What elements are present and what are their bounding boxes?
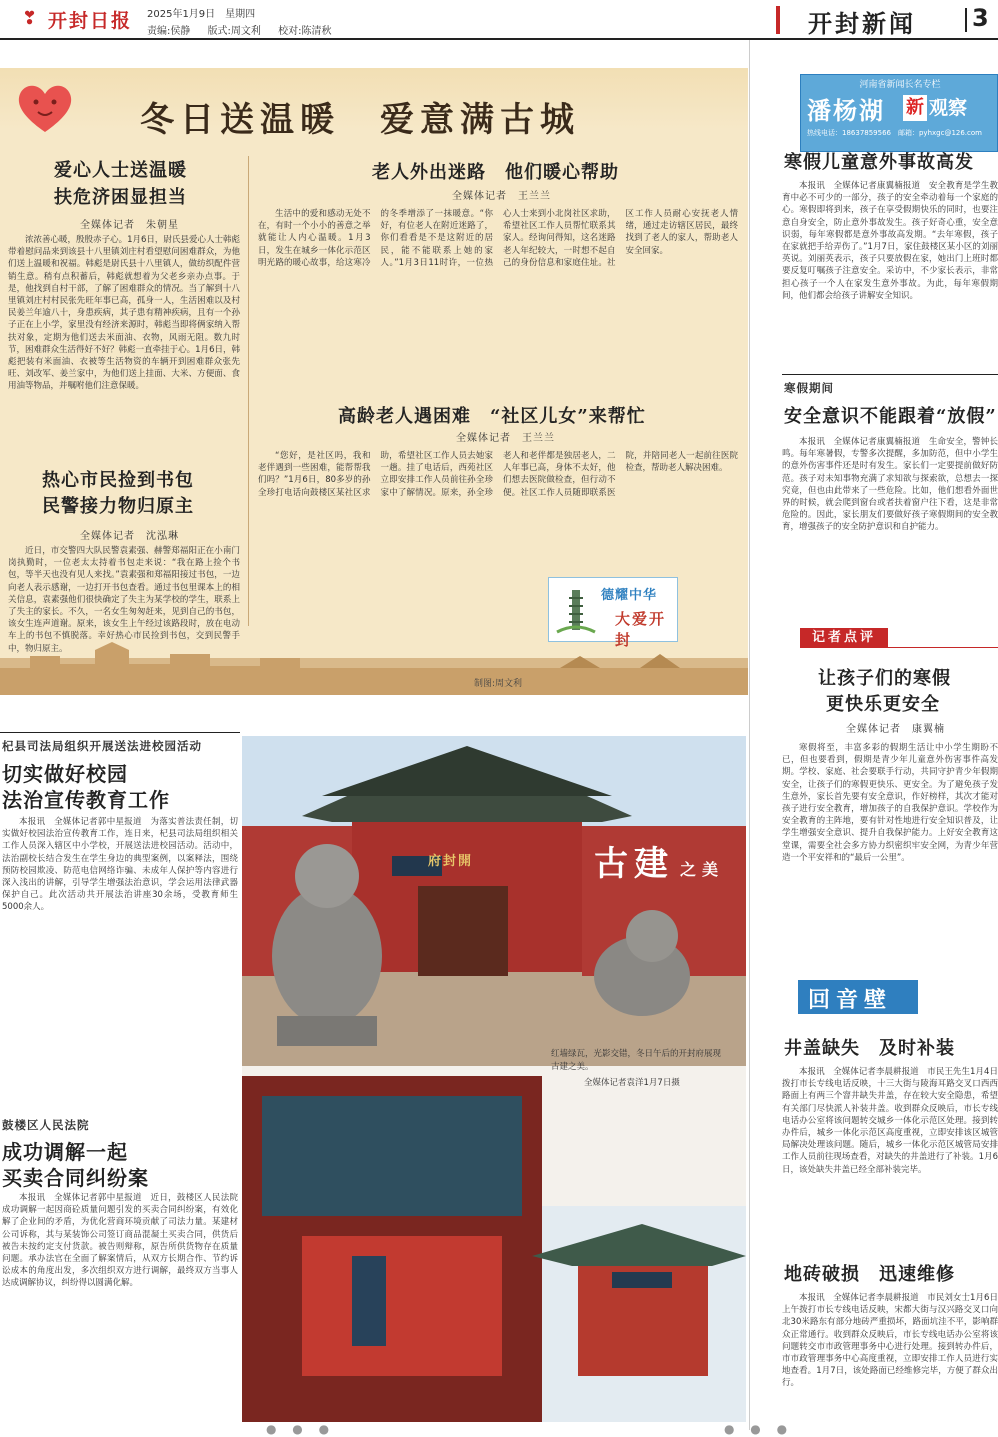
article-kicker: 寒假期间: [784, 381, 834, 395]
registration-dots: ● ● ●: [724, 1422, 794, 1436]
editorial-credits: [147, 22, 346, 37]
ad-observe: 观察: [929, 97, 968, 119]
divider: [888, 647, 998, 648]
article-kicker: 杞县司法局组织开展送法进校园活动: [2, 739, 202, 753]
comment-title-line: 更快乐更安全: [826, 694, 940, 715]
feedback-banner: [798, 980, 918, 1014]
photo-heading: [594, 836, 724, 885]
photo-credit: 全媒体记者袁洋1月7日摄: [584, 1078, 680, 1088]
photo-heading-b: 之美: [680, 860, 725, 879]
article-title-line: 切实做好校园: [2, 762, 128, 786]
newspaper-logo: 开封日报: [48, 10, 133, 32]
article-body: 近日，市交警四大队民警袁素强、赫警郑福阳正在小南门岗执勤时，一位老太太持着书包走来说：“我在路上捡个书包，等半天也没有见人来找。”袁素强和郑福阳接过书包，一边向老人表示感谢，一边打开书包查看。通过书包里课本上的相关信息，袁素强他们很快确定了失主为某学校的学生，联系上了失主的家长。不久，一名女生匆匆赶来，见到自己的书包，该女生连声道谢。原来，该女生上午经过该路段时，放在电动车上的书包不慎脱落。幸好热心市民捡到书包，交到民警手中，物归原主。: [8, 546, 240, 654]
divider: [965, 8, 967, 32]
column-divider: [248, 156, 249, 626]
article-byline: 全媒体记者 朱朝星: [80, 220, 179, 231]
ad-new-badge: 新: [903, 95, 927, 121]
article-body: 本报讯 全媒体记者李晨耕报道 市民王先生1月4日拨打市长专线电话反映，十三大街与陵海耳路交叉口西西路面上有两三个窨井缺失井盖，存在较大安全隐患，希望有关部门尽快派人补装井盖。收到群众反映后，市长专线电话办公室将该问题转交城乡一体化示范区处理。接到转办件后，城乡一体化示范区高度重视，立即安排该区城管局解决处理该问题。随后，城乡一体化示范区城管局安排工作人员前往现场查看，对缺失的井盖进行了补装。1月6日，该处缺失井盖已经全部补装完毕。: [782, 1067, 998, 1175]
column-divider: [749, 40, 750, 1430]
article-byline: 全媒体记者 王兰兰: [452, 191, 551, 202]
page-number: 3: [972, 4, 989, 32]
article-body: 生活中的爱和感动无处不在，有时一个小小的善意之举就能让人内心温暖。1月3日，发生在城乡一体化示范区明光路的暖心故事，给这寒冷的冬季增添了一抹暖意。“你好，有位老人在附近迷路了，你们看看是不是这附近的居民，能不能联系上她的家人。”1月3日11时许，一位热心人士来到小北岗社区求助，希望社区工作人员帮忙联系其家人。经询问得知，这名迷路老人年纪较大，一时想不起自己的身份信息和家庭住址。社区工作人员耐心安抚老人情绪，通过走访辖区居民，最终找到了老人的家人，帮助老人安全回家。: [258, 209, 738, 268]
section-divider: [0, 732, 240, 733]
photo-caption: 红墙绿瓦，光影交错，冬日午后的开封府展现古建之美。: [551, 1049, 722, 1072]
heart-icon: [12, 74, 78, 140]
design-credit: 制图:周文利: [474, 679, 523, 689]
article-body: “您好，是社区吗，我和老伴遇到一些困难，能帮帮我们吗？”1月6日，80多岁的孙全珍打电话向鼓楼区某社区求助，希望社区工作人员去她家一趟。挂了电话后，西苑社区立即安排工作人员前往孙全珍家中了解情况。原来，孙全珍老人和老伴都是独居老人，二人年事已高，身体不太好，他们想去医院做检查，但行动不便。社区工作人员随即联系医院，并陪同老人一起前往医院检查，帮助老人解决困难。: [258, 451, 738, 498]
issue-date: 2025年1月9日 星期四: [147, 9, 256, 20]
feature-title: [140, 92, 580, 141]
comment-title-line: 让孩子们的寒假: [818, 668, 951, 689]
ad-tagline: 河南省新闻长名专栏: [859, 80, 941, 90]
article-kicker: 鼓楼区人民法院: [2, 1118, 90, 1132]
article-body: 本报讯 全媒体记者康翼楠报道 生命安全，警钟长鸣。每年寒暑假，专警多次提醒，多加防范，但中小学生的意外伤害事件还是时有发生。家长们一定要提前做好防范。孩子对未知事物充满了求知欲与探索欲，总想去一探究竟，但也由此带来了一些危险。比如，他们想看外面世界的时候，就会爬到窗台或者扶着窗户往下看，这是非常危险的。因此，家长朋友们要做好孩子寒假期间的安全教育，增强孩子的安全防护意识和自护能力。: [782, 437, 998, 533]
editor-credit: 责编:侯静: [147, 26, 191, 37]
ad-brand: 潘杨湖: [807, 96, 885, 125]
logo-icon: ❣: [22, 8, 38, 29]
article-title: 老人外出迷路 他们暖心帮助: [372, 162, 619, 183]
article-title-line: 扶危济困显担当: [54, 187, 187, 208]
registration-dots: ● ● ●: [266, 1422, 336, 1436]
article-body: 本报讯 全媒体记者郭中星报道 近日，鼓楼区人民法院成功调解一起因商砼质量问题引发的买卖合同纠纷案，有效化解了企业间的矛盾，为优化营商环境贡献了司法力量。某建材公司诉称，其与某装饰公司签订商品混凝土买卖合同，供货后被告未按约定支付货款。被告则辩称，原告所供货物存在质量问题。承办法官在全面了解案情后，从双方长期合作、节约诉讼成本的角度出发，多次组织双方进行调解，最终双方当事人达成调解协议，纠纷得以圆满化解。: [2, 1193, 238, 1289]
article-title-line: 成功调解一起: [2, 1140, 128, 1164]
feature-title-a: 冬日送温暖: [140, 100, 340, 140]
commentary-tag: 记者点评: [800, 628, 888, 648]
right-sidebar: [770, 52, 998, 1437]
gate-plaque: 府封開: [428, 854, 474, 869]
comment-byline: 全媒体记者 康翼楠: [846, 724, 945, 735]
comment-body: 寒假将至，丰富多彩的假期生活让中小学生期盼不已，但也要看到，假期是青少年儿童意外伤害事件高发期。学校、家庭、社会要联手行动，共同守护青少年假期安全，让孩子们的寒假更快乐、更安全。为了避免孩子发生意外，家长首先要有安全意识，作好榜样，其次才能对孩子进行安全教育，增加孩子的自我保护意识。学校作为安全教育的主阵地，要有针对性地进行安全知识普及，让学生增强安全意识、提升自我保护能力。上好安全教育这堂课，需要全社会多方协力织密织牢安全网，为青少年营造一个平安祥和的“最后一公里”。: [782, 743, 998, 863]
photo-heading-a: 古建: [594, 844, 674, 884]
ethics-banner: [548, 577, 678, 649]
article-title-line: 买卖合同纠纷案: [2, 1166, 149, 1190]
article-body: 本报讯 全媒体记者郭中星报道 为落实普法责任制，切实做好校园法治宣传教育工作，连日来，杞县司法局组织相关工作人员深入辖区中小学校，开展送法进校园活动。活动中，法治副校长结合发生在学生身边的典型案例，以案释法，围绕预防校园欺凌、防范电信网络诈骗、未成年人保护等内容进行深入浅出的讲解，引导学生增强法治意识，学会运用法律武器保护自己。此次活动共开展法治讲座30余场，受教育师生5000余人。: [2, 817, 238, 913]
column-ad: [800, 74, 998, 152]
feature-title-b: 爱意满古城: [380, 100, 580, 140]
article-title: 高龄老人遇困难 “社区儿女”来帮忙: [338, 406, 646, 427]
article-title: 安全意识不能跟着“放假”: [784, 406, 997, 427]
article-body: 浓浓善心暖，殷殷赤子心。1月6日，尉氏县爱心人士韩彪带着慰问品来到该县十八里镇刘庄村看望慰问困难群众，为他们送上温暖和祝福。韩彪是尉氏县十八里镇人，做纺织配件营销生意。稍有点积蓄后，韩彪就想着为父老乡亲办点事。于是，他找到自村干部，了解了困难群众的情况。当了解到十八里镇刘庄村村民张先旺年事已高，孤身一人，生活困难以及村民姜兰年逾八十，身患疾病，其子患有精神疾病，且有一个孙子正在上小学，家里没有经济来源时，韩彪当即将俩家纳入帮扶对象，定期为他们送去米面油、衣物，风雨无阻。数九时节，困难群众生活得好不好？韩彪一直牵挂于心。1月6日，韩彪把装有米面油、衣被等生活物资的车辆开到困难群众张先旺、刘改军、姜兰家中，为他们送上挂面、大米、方便面、食用油等物品，并嘱咐他们注意保暖。: [8, 235, 240, 392]
article-title: 寒假儿童意外事故高发: [784, 152, 974, 173]
photo-feature: [242, 736, 746, 1422]
masthead: [0, 0, 998, 40]
article-body: 本报讯 全媒体记者康翼楠报道 安全教育是学生教育中必不可少的一部分，孩子的安全牵动着每一个家庭的心。寒假即将到来，孩子在享受假期快乐的同时，也要注意自身安全，防止意外事故发生。孩子好奇心重，安全意识弱，每年寒假都是意外事故高发期。“去年寒假，孩子在家就把手给弄伤了。”1月7日，家住鼓楼区某小区的刘丽英说。刘丽英表示，孩子只要放假在家，她出门上班时都要反复叮嘱孩子注意安全。采访中，不少家长表示，非常担心孩子一个人在家发生意外事故。为此，每年寒假期间，他们都会给孩子讲解安全知识。: [782, 181, 998, 301]
article-title-line: 民警接力物归原主: [42, 496, 194, 517]
article-title-line: 法治宣传教育工作: [2, 788, 170, 812]
article-title-line: 爱心人士送温暖: [54, 160, 187, 181]
article-title: 井盖缺失 及时补装: [784, 1038, 955, 1059]
ad-hotline: 热线电话：18637859566 邮箱：pyhxgc@126.com: [807, 129, 982, 137]
article-body: 本报讯 全媒体记者李晨耕报道 市民刘女士1月6日上午拨打市长专线电话反映，宋都大街与汉兴路交叉口向北30米路东有部分地砖严重损坏，路面坑洼不平，影响群众正常通行。收到群众反映后，市长专线电话办公室将该问题转交市市政管理事务中心进行处理。接到转办件后，市市政管理事务中心高度重视，立即安排工作人员进行实地查看。1月7日，该处路面已经维修完毕，方便了群众出行。: [782, 1293, 998, 1389]
banner-line1: 德耀中华: [601, 588, 658, 603]
section-marker: [776, 6, 780, 34]
tower-icon: [555, 586, 597, 636]
article-title: 地砖破损 迅速维修: [784, 1264, 955, 1285]
article-byline: 全媒体记者 王兰兰: [456, 433, 555, 444]
article-title-line: 热心市民捡到书包: [42, 470, 194, 491]
section-title: 开封新闻: [808, 9, 916, 38]
article-byline: 全媒体记者 沈泓琳: [80, 531, 179, 542]
divider: [782, 374, 998, 375]
banner-line2: 大爱开封: [615, 610, 667, 649]
feedback-banner-label: 回音壁: [808, 987, 893, 1013]
layout-credit: 版式:周文利: [207, 26, 261, 37]
proof-credit: 校对:陈清秋: [278, 26, 332, 37]
